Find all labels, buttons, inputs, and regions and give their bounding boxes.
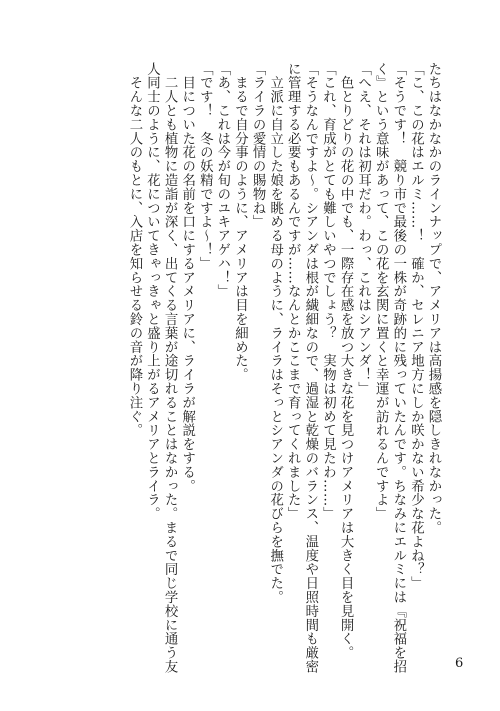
text-line: 人同士のように、花についてきゃっきゃと盛り上がるアメリアとライラ。 [144,62,160,521]
text-line: たちはなかなかのラインナップで、アメリアは高揚感を隠しきれなかった。 [426,62,441,535]
text-line: 二人とも植物に造詣が深く、出てくる言葉が途切れることはなかった。まるで同じ学校に通う友 [162,62,178,674]
text-line: 「あ、これは今が旬のユキアゲハ！」 [214,62,230,299]
text-line: そんな二人のもとに、入店を知らせる鈴の音が降り注ぐ。 [126,62,142,438]
text-line: 立派に自立した娘を眺める母のように、ライラはそっとシアンダの花びらを撫でた。 [267,62,283,605]
text-line: 「へえ、それは初耳だわ。わっ、これはシアンダ！」 [355,62,371,396]
text-line: 「そうです！ 競り市で最後の一株が奇跡的に残っていたんです。ちなみにエルミには『祝福を招 [390,62,406,674]
text-line: 目についた花の名前を口にするアメリアに、ライラが解説をする。 [179,62,195,493]
text-line: く』という意味があって、この花を玄関に置くと幸運が訪れるんですよ」 [373,62,389,521]
novel-text-block [47,62,442,674]
text-line: まるで自分事のように、アメリアは目を細めた。 [232,62,248,382]
text-line: に管理する必要もあるんですが……なんとかここまで育ってくれました」 [285,62,301,521]
text-line: 「ライラの愛情の賜物ね」 [250,62,266,229]
text-line: 「です！ 冬の妖精ですよ～！」 [197,62,213,271]
text-line: 「これ、育成がとても難しいやつでしょう？ 実物は初めて見たわ……」 [320,62,336,521]
page-number: 6 [455,656,464,671]
text-line: 「そうなんですよ～。シアンダは根が繊細なので、過湿と乾燥のバランス、温度や日照時間も厳密 [302,62,318,674]
text-line: 色とりどりの花の中でも、一際存在感を放つ大きな花を見つけアメリアは大きく目を見開く。 [338,62,354,660]
text-line: 「こ、この花はエルミ……！ 確か、セレニア地方にしか咲かない希少な花よね？」 [408,62,424,591]
